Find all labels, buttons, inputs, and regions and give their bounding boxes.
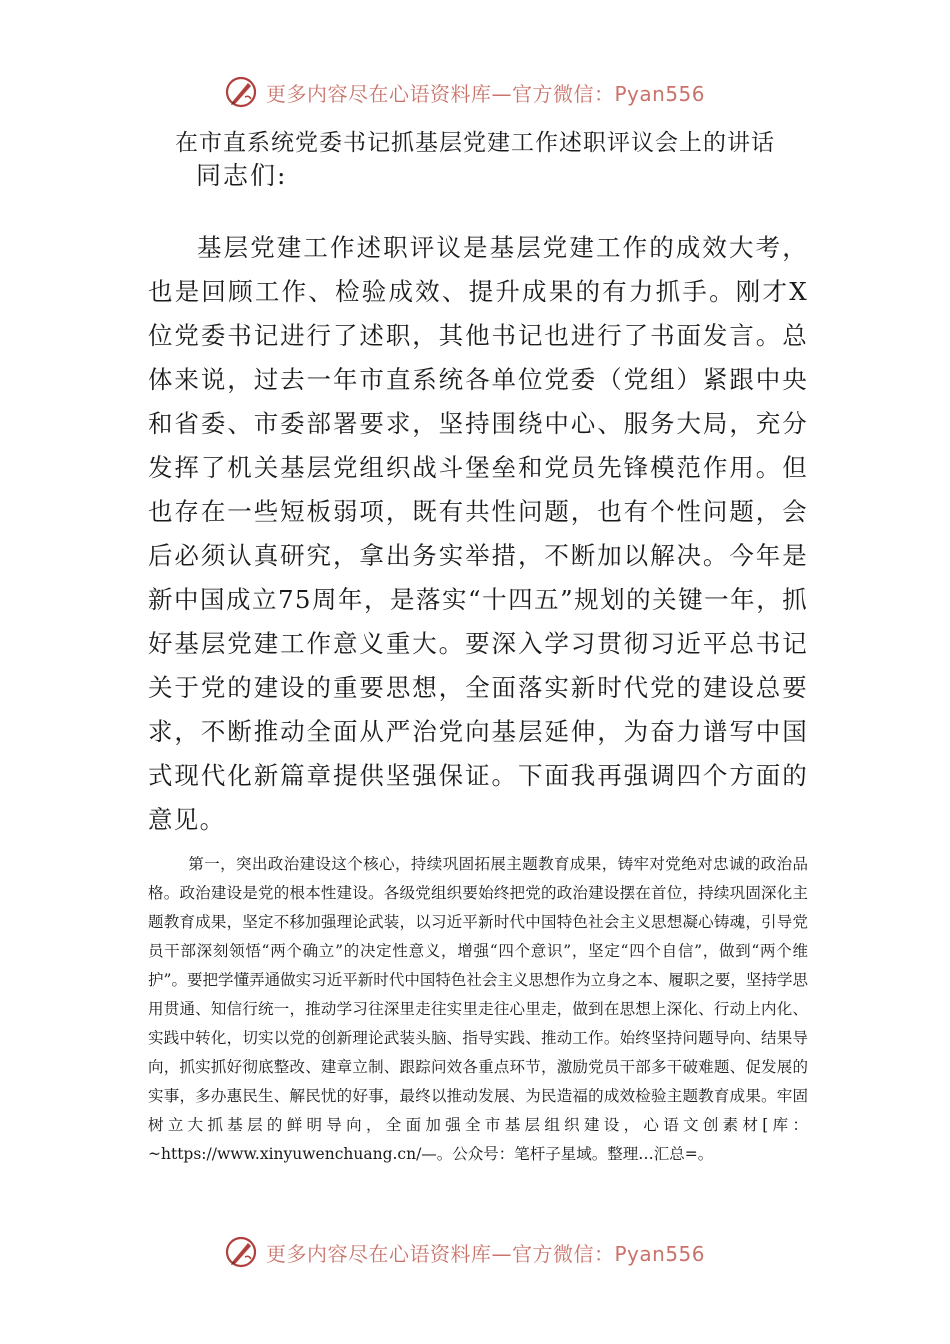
pen-logo-icon (224, 75, 258, 109)
greeting: 同志们: (196, 161, 288, 190)
page-title: 在市直系统党委书记抓基层党建工作述职评议会上的讲话 (175, 130, 775, 156)
pen-logo-icon (224, 1235, 258, 1269)
intro-paragraph: 基层党建工作述职评议是基层党建工作的成效大考，也是回顾工作、检验成效、提升成果的有力抓手。刚才X位党委书记进行了述职，其他书记也进行了书面发言。总体来说，过去一年市直系统各单位党委（党组）紧跟中央和省委、市委部署要求，坚持围绕中心、服务大局，充分发挥了机关基层党组织战斗堡垒和党员先锋模范作用。但也存在一些短板弱项，既有共性问题，也有个性问题，会后必须认真研究，拿出务实举措，不断加以解决。今年是新中国成立75周年，是落实“十四五”规划的关键一年，抓好基层党建工作意义重大。要深入学习贯彻习近平总书记关于党的建设的重要思想，全面落实新时代党的建设总要求，不断推动全面从严治党向基层延伸，为奋力谱写中国式现代化新篇章提供坚强保证。下面我再强调四个方面的意见。 (148, 233, 808, 834)
banner-text: 更多内容尽在心语资料库—官方微信：Pyan556 (266, 1241, 706, 1266)
header-banner (224, 74, 784, 110)
footer-banner (224, 1234, 784, 1270)
first-point-paragraph: 第一，突出政治建设这个核心，持续巩固拓展主题教育成果，铸牢对党绝对忠诚的政治品格。政治建设是党的根本性建设。各级党组织要始终把党的政治建设摆在首位，持续巩固深化主题教育成果，坚定不移加强理论武装，以习近平新时代中国特色社会主义思想凝心铸魂，引导党员干部深刻领悟“两个确立”的决定性意义，增强“四个意识”，坚定“四个自信”，做到“两个维护”。要把学懂弄通做实习近平新时代中国特色社会主义思想作为立身之本、履职之要，坚持学思用贯通、知信行统一，推动学习往深里走往实里走往心里走，做到在思想上深化、行动上内化、实践中转化，切实以党的创新理论武装头脑、指导实践、推动工作。始终坚持问题导向、结果导向，抓实抓好彻底整改、建章立制、跟踪问效各重点环节，激励党员干部多干破难题、促发展的实事，多办惠民生、解民忧的好事，最终以推动发展、为民造福的成效检验主题教育成果。牢固树立大抓基层的鲜明导向，全面加强全市基层组织建设，心语文创素材[库：~https://www.xinyuwenchuang.cn/—。公众号：笔杆子星域。整理…汇总=。 (148, 855, 808, 1163)
banner-text: 更多内容尽在心语资料库—官方微信：Pyan556 (266, 81, 706, 106)
